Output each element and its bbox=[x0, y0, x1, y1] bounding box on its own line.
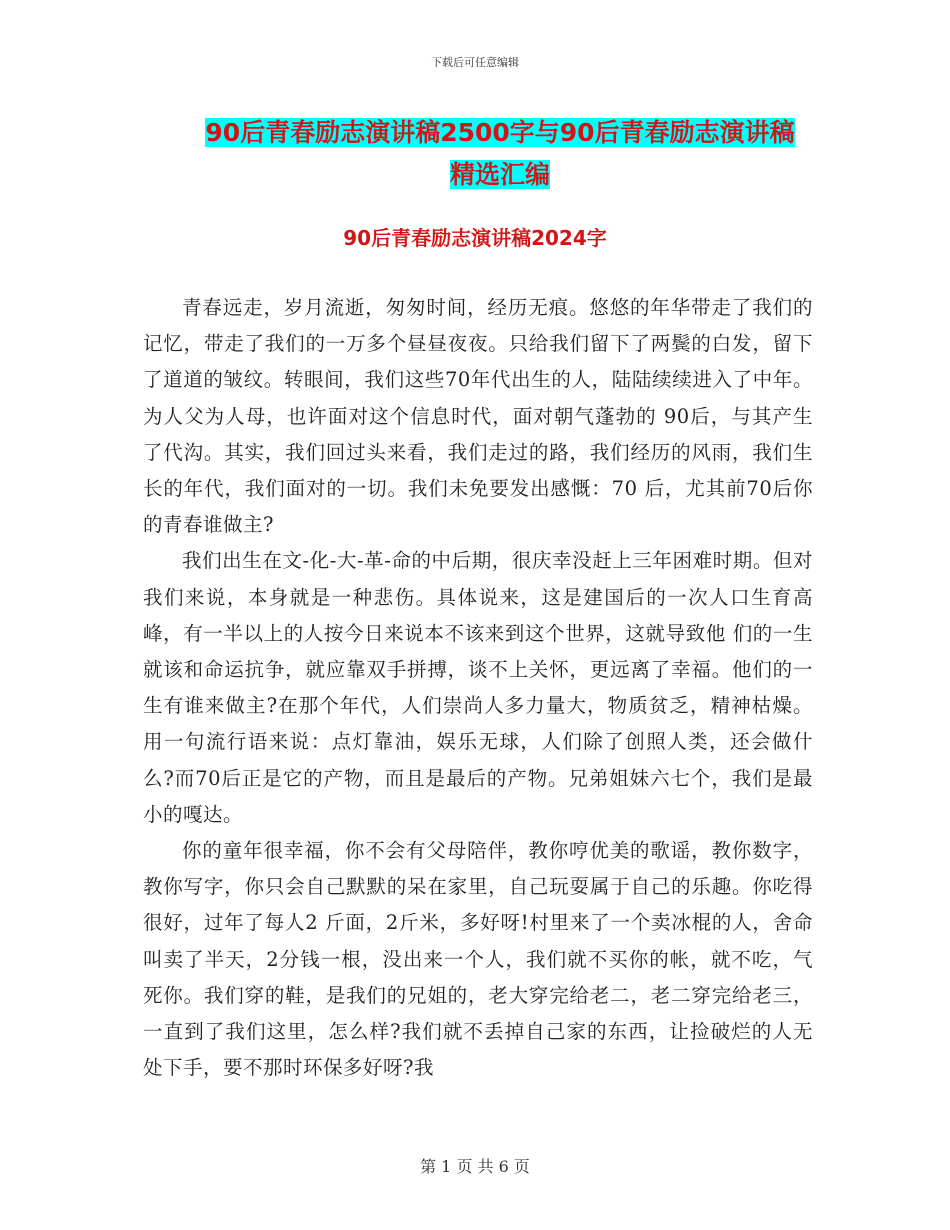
page-footer: 第 1 页 共 6 页 bbox=[420, 1157, 530, 1176]
paragraph: 我们出生在文-化-大-革-命的中后期，很庆幸没赶上三年困难时期。但对我们来说，本身就是一种悲伤。具体说来，这是建国后的一次人口生育高峰，有一半以上的人按今日来说本不该来到这个世界，这就导致他 们的一生就该和命运抗争，就应靠双手拼搏，谈不上关怀，更远离了幸福。他们的一生有谁来做主?在那个年代，人们崇尚人多力量大，物质贫乏，精神枯燥。用一句流行语来说：点灯靠油，娱乐无球，人们除了创照人类，还会做什么?而70后正是它的产物，而且是最后的产物。兄弟姐妹六七个，我们是最小的嘎达。 bbox=[143, 549, 813, 826]
header-note: 下载后可任意编辑 bbox=[431, 56, 519, 69]
document-title bbox=[140, 112, 860, 196]
paragraph: 青春远走，岁月流逝，匆匆时间，经历无痕。悠悠的年华带走了我们的记忆，带走了我们的一万多个昼昼夜夜。只给我们留下了两鬓的白发，留下了道道的皱纹。转眼间，我们这些70年代出生的人，陆陆续续进入了中年。为人父为人母，也许面对这个信息时代，面对朝气蓬勃的 90后，与其产生了代沟。其实，我们回过头来看，我们走过的路，我们经历的风雨，我们生长的年代，我们面对的一切。我们未免要发出感慨：70 后，尤其前70后你的青春谁做主? bbox=[143, 296, 813, 537]
title-line-2: 精选汇编 bbox=[449, 160, 550, 189]
paragraph: 你的童年很幸福，你不会有父母陪伴，教你哼优美的歌谣，教你数字，教你写字，你只会自己默默的呆在家里，自己玩耍属于自己的乐趣。你吃得很好，过年了每人2 斤面，2斤米，多好呀!村里来了一个卖冰棍的人，舍命叫卖了半天，2分钱一根，没出来一个人，我们就不买你的帐，就不吃，气死你。我们穿的鞋，是我们的兄姐的，老大穿完给老二，老二穿完给老三，一直到了我们这里，怎么样?我们就不丢掉自己家的东西，让捡破烂的人无处下手，要不那时环保多好呀?我 bbox=[143, 839, 813, 1080]
title-line-1: 90后青春励志演讲稿2500字与90后青春励志演讲稿 bbox=[205, 118, 795, 147]
body-text bbox=[143, 290, 813, 1086]
section-heading: 90后青春励志演讲稿2024字 bbox=[343, 226, 607, 250]
